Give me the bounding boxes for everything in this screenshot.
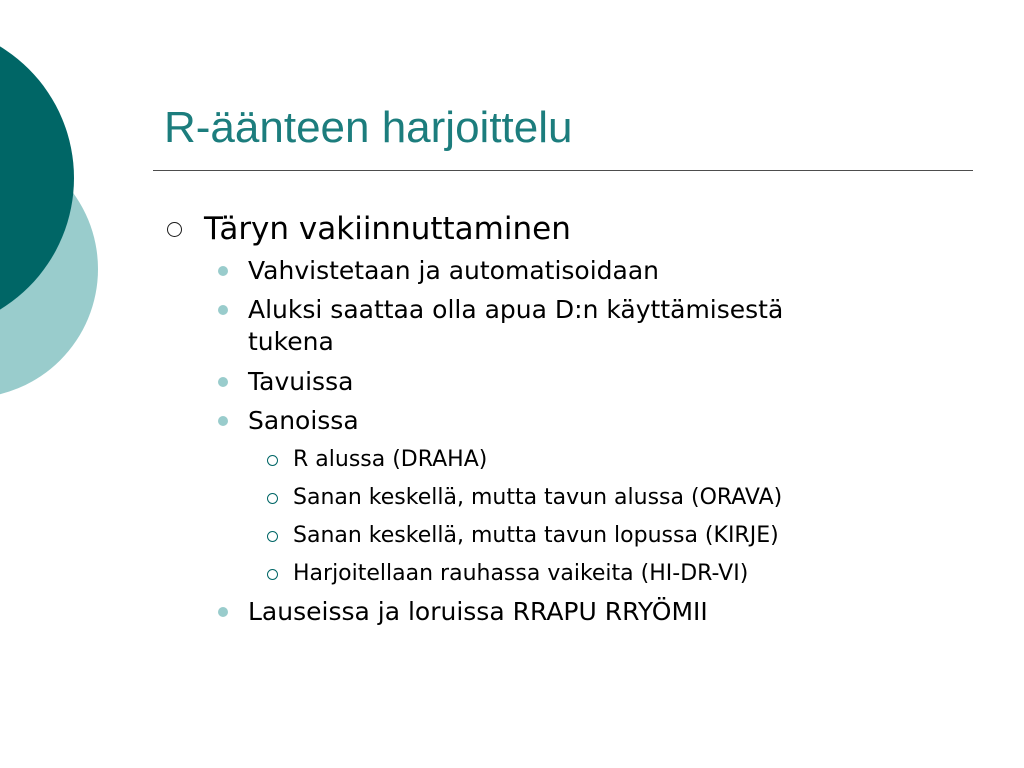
teal-dot-icon xyxy=(218,416,228,426)
sub-item-2: Sanan keskellä, mutta tavun alussa (ORAVA) xyxy=(293,485,783,510)
small-hollow-circle-icon xyxy=(267,569,278,580)
small-hollow-circle-icon xyxy=(267,493,278,504)
hollow-circle-icon xyxy=(167,222,182,237)
bullet-item-2-line1: Aluksi saattaa olla apua D:n käyttämisestä xyxy=(248,295,784,324)
bullet-item-1: Vahvistetaan ja automatisoidaan xyxy=(248,256,660,285)
bullet-item-3: Tavuissa xyxy=(248,367,354,396)
sub-item-4: Harjoitellaan rauhassa vaikeita (HI-DR-VI) xyxy=(293,561,749,586)
bullet-item-5: Lauseissa ja loruissa RRAPU RRYÖMII xyxy=(248,597,708,626)
teal-dot-icon xyxy=(218,377,228,387)
teal-dot-icon xyxy=(218,305,228,315)
teal-dot-icon xyxy=(218,607,228,617)
small-hollow-circle-icon xyxy=(267,531,278,542)
bullet-item-2-line2: tukena xyxy=(248,327,334,356)
bullet-main: Täryn vakiinnuttaminen xyxy=(204,211,571,247)
small-hollow-circle-icon xyxy=(267,455,278,466)
slide-title: R-äänteen harjoittelu xyxy=(164,103,573,152)
teal-dot-icon xyxy=(218,266,228,276)
sub-item-3: Sanan keskellä, mutta tavun lopussa (KIRJE) xyxy=(293,523,779,548)
bullet-item-4: Sanoissa xyxy=(248,406,359,435)
sub-item-1: R alussa (DRAHA) xyxy=(293,447,488,472)
